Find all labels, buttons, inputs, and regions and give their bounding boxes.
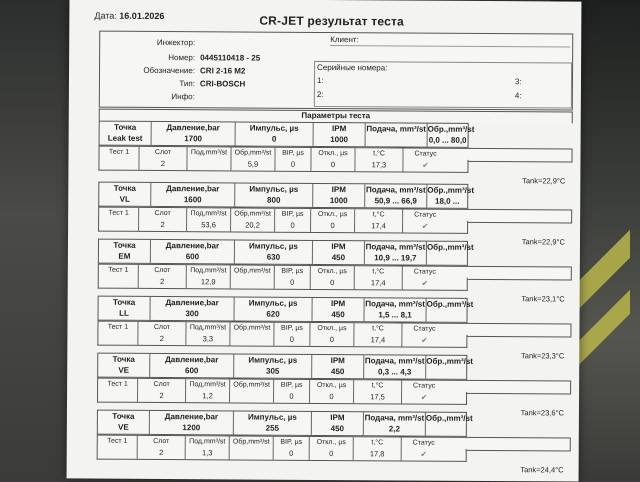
- result-header-dev: Откл., µs: [310, 437, 354, 449]
- result-value-b: [230, 447, 274, 459]
- tank-temperature: Tank=24,4°C: [520, 465, 564, 475]
- result-value-t: 17,5: [354, 391, 402, 403]
- result-header-bip: BIP, µs: [275, 209, 311, 221]
- report-date: [94, 11, 164, 21]
- param-header-backflow: Обр.,mm³/st: [426, 356, 474, 366]
- param-value-point: Leak test: [100, 133, 152, 145]
- param-value-point: LL: [99, 308, 151, 320]
- client-line: [330, 45, 570, 47]
- param-value-ipm: 1000: [314, 134, 366, 146]
- result-header-backflow: Обр,mm³/st: [231, 208, 275, 220]
- param-header-pressure: Давление,bar: [151, 240, 235, 253]
- client-label: Клиент:: [330, 35, 359, 45]
- result-header-slot: Слот: [138, 436, 186, 448]
- param-value-ipm: 1000: [313, 195, 365, 207]
- result-header-status: Статус: [413, 268, 436, 276]
- test-report-sheet: [67, 0, 582, 482]
- param-value-delivery: [366, 134, 428, 146]
- params-title: Параметры теста: [99, 109, 573, 124]
- result-value-bip: 0: [274, 448, 310, 460]
- result-value-b: [231, 276, 275, 288]
- param-header-impulse: Импульс, µs: [234, 354, 312, 366]
- param-header-impulse: Импульс, µs: [235, 183, 313, 195]
- result-value-empty: [98, 390, 138, 402]
- result-header-temp: t,°C: [354, 323, 402, 335]
- serial-3: 3:: [514, 77, 522, 87]
- param-value-impulse: 620: [235, 308, 313, 320]
- tank-temperature: Tank=22,9°C: [521, 237, 566, 247]
- param-header-backflow: Обр.,mm³/st: [427, 185, 475, 195]
- result-header-backflow: Обр,mm³/st: [231, 265, 275, 277]
- param-value-impulse: 800: [235, 194, 313, 206]
- param-header-backflow: Обр.,mm³/st: [426, 299, 474, 309]
- param-header-ipm: IPM: [313, 184, 365, 196]
- param-value-pressure: 1700: [152, 133, 236, 146]
- result-header-dev: Откл., µs: [311, 266, 355, 278]
- result-value-dev: 0: [311, 277, 355, 289]
- type-value: CRI-BOSCH: [199, 79, 246, 89]
- param-header-ipm: IPM: [313, 241, 365, 253]
- param-header-impulse: Импульс, µs: [235, 240, 313, 252]
- result-value-row: [97, 333, 467, 348]
- param-value-ipm: 450: [312, 366, 364, 378]
- result-value-bip: 0: [275, 159, 311, 171]
- result-header-test: Тест 1: [99, 208, 139, 220]
- param-value-backflow: [427, 253, 467, 265]
- number-label: Номер:: [168, 53, 196, 63]
- date-label: Дата:: [94, 10, 117, 21]
- result-value-bip: 0: [275, 277, 311, 289]
- info-label: Инфо:: [171, 92, 195, 102]
- result-header-backflow: Обр,mm³/st: [230, 436, 274, 448]
- result-value-b: 20,2: [231, 219, 275, 231]
- param-value-backflow: [427, 310, 467, 322]
- result-value-row: [98, 276, 468, 291]
- param-value-point: VL: [99, 194, 151, 206]
- param-header-pressure: Давление,bar: [151, 183, 235, 196]
- result-header-test: Тест 1: [98, 379, 138, 391]
- result-header-test: Тест 1: [98, 322, 138, 334]
- result-value-d: 1,2: [186, 390, 230, 402]
- result-value-empty: [99, 158, 139, 170]
- param-header-pressure: Давление,bar: [152, 122, 236, 135]
- date-value: 16.01.2026: [119, 10, 165, 22]
- result-header-test: Тест 1: [98, 436, 138, 448]
- report-title: CR-JET результат теста: [259, 13, 404, 29]
- param-value-backflow: [426, 367, 466, 379]
- result-value-empty: [98, 333, 138, 345]
- param-value-ipm: 450: [313, 252, 365, 264]
- serial-4: 4:: [514, 91, 522, 101]
- number-value: 0445110418 - 25: [200, 53, 261, 63]
- result-value-slot: 2: [139, 276, 187, 288]
- param-value-delivery: 50,9 ... 66,9: [365, 195, 427, 207]
- result-header-slot: Слот: [138, 379, 186, 391]
- result-header-delivery: Под,mm³/st: [186, 322, 230, 334]
- result-value-slot: 2: [139, 219, 187, 231]
- result-header-status: Статус: [413, 325, 436, 333]
- param-value-impulse: 255: [234, 422, 312, 434]
- status-check-icon: ✔: [420, 449, 427, 459]
- param-header-point: Точка: [99, 240, 151, 252]
- param-header-ipm: IPM: [312, 355, 364, 367]
- result-header-bip: BIP, µs: [274, 437, 310, 449]
- result-value-d: [187, 158, 231, 170]
- result-header-delivery: Под,mm³/st: [187, 265, 231, 277]
- param-value-ipm: 450: [312, 423, 364, 435]
- param-value-backflow: 0,0 ... 80,0: [428, 135, 467, 145]
- result-value-bip: 0: [274, 391, 310, 403]
- param-header-delivery: Подача, mm³/st: [364, 412, 426, 424]
- result-value-slot: 2: [138, 333, 186, 345]
- result-value-dev: 0: [311, 159, 355, 171]
- result-value-t: 17,4: [355, 277, 403, 289]
- param-value-impulse: 630: [235, 251, 313, 263]
- result-value-t: 17,8: [354, 448, 402, 460]
- result-header-slot: Слот: [139, 265, 187, 277]
- param-header-ipm: IPM: [313, 298, 365, 310]
- result-value-d: 3,3: [186, 333, 230, 345]
- result-header-backflow: Обр,mm³/st: [230, 322, 274, 334]
- result-value-bip: 0: [275, 220, 311, 232]
- param-value-pressure: 600: [151, 251, 235, 264]
- param-value-delivery: 1,5 ... 8,1: [365, 309, 427, 321]
- result-header-dev: Откл., µs: [310, 380, 354, 392]
- designation-value: CRI 2-16 M2: [200, 66, 246, 76]
- param-value-ipm: 450: [313, 309, 365, 321]
- injector-info-box: [99, 31, 573, 111]
- result-header-delivery: Под,mm³/st: [187, 208, 231, 220]
- result-value-row: [97, 390, 467, 405]
- param-header-impulse: Импульс, µs: [236, 122, 314, 134]
- result-value-slot: 2: [138, 447, 186, 459]
- result-header-temp: t,°C: [354, 437, 402, 449]
- designation-label: Обозначение:: [143, 65, 196, 76]
- param-value-point: VE: [98, 365, 150, 377]
- result-header-temp: t,°C: [354, 380, 402, 392]
- param-header-delivery: Подача, mm³/st: [366, 123, 428, 135]
- result-value-empty: [99, 276, 139, 288]
- param-header-delivery: Подача, mm³/st: [365, 298, 427, 310]
- tank-temperature: Tank=22,9°C: [522, 176, 566, 186]
- param-header-delivery: Подача, mm³/st: [365, 241, 427, 253]
- param-header-pressure: Давление,bar: [151, 297, 235, 310]
- param-header-impulse: Импульс, µs: [235, 297, 313, 309]
- result-value-b: 5,9: [231, 158, 275, 170]
- param-header-backflow: Обр.,mm³/st: [425, 413, 473, 423]
- result-header-temp: t,°C: [355, 209, 403, 221]
- result-value-b: [230, 390, 274, 402]
- param-header-point: Точка: [99, 297, 151, 309]
- param-header-ipm: IPM: [312, 412, 364, 424]
- param-header-backflow: Обр.,mm³/st: [427, 124, 475, 134]
- param-header-delivery: Подача, mm³/st: [365, 184, 427, 196]
- tank-temperature: Tank=23,3°C: [521, 351, 565, 361]
- status-check-icon: ✔: [421, 278, 428, 288]
- result-value-dev: 0: [310, 334, 354, 346]
- serial-numbers-box: [314, 61, 572, 109]
- param-value-delivery: 2,2: [364, 423, 426, 435]
- param-header-backflow: Обр.,mm³/st: [426, 242, 474, 252]
- param-value-backflow: [426, 424, 466, 436]
- param-header-ipm: IPM: [314, 123, 366, 135]
- param-header-point: Точка: [98, 354, 150, 366]
- result-value-row: [98, 158, 468, 173]
- result-header-dev: Откл., µs: [311, 148, 355, 160]
- param-header-point: Точка: [99, 183, 151, 195]
- param-value-pressure: 600: [150, 365, 234, 378]
- param-value-impulse: 0: [236, 133, 314, 145]
- result-value-slot: 2: [139, 158, 187, 170]
- status-check-icon: ✔: [421, 221, 429, 231]
- param-value-pressure: 300: [151, 308, 235, 321]
- result-value-empty: [99, 219, 139, 231]
- serial-2: 2:: [316, 89, 324, 99]
- param-value-delivery: 10,9 ... 19,7: [365, 252, 427, 264]
- result-value-bip: 0: [274, 334, 310, 346]
- serials-label: Серийные номера:: [317, 62, 388, 73]
- param-value-backflow: 18,0 ...: [434, 196, 460, 206]
- param-value-point: EM: [99, 251, 151, 263]
- result-header-status: Статус: [412, 439, 435, 447]
- result-header-temp: t,°C: [355, 148, 403, 160]
- result-header-slot: Слот: [138, 322, 186, 334]
- param-value-impulse: 305: [234, 365, 312, 377]
- result-header-bip: BIP, µs: [275, 148, 311, 160]
- result-value-t: 17,4: [355, 220, 403, 232]
- result-header-dev: Откл., µs: [311, 209, 355, 221]
- result-header-delivery: Под,mm³/st: [186, 379, 230, 391]
- result-header-backflow: Обр,mm³/st: [231, 147, 275, 159]
- param-header-delivery: Подача, mm³/st: [364, 355, 426, 367]
- param-value-pressure: 1200: [150, 422, 234, 435]
- result-value-slot: 2: [138, 390, 186, 402]
- result-header-backflow: Обр,mm³/st: [230, 379, 274, 391]
- result-value-d: 1,3: [186, 447, 230, 459]
- result-header-status: Статус: [414, 211, 437, 219]
- result-header-dev: Откл., µs: [310, 323, 354, 335]
- status-check-icon: ✔: [420, 392, 428, 402]
- param-header-pressure: Давление,bar: [150, 354, 234, 367]
- result-value-row: [97, 447, 467, 462]
- type-label: Тип:: [179, 79, 195, 89]
- result-header-bip: BIP, µs: [274, 380, 310, 392]
- injector-label: Инжектор:: [156, 37, 196, 48]
- tank-temperature: Tank=23,1°C: [521, 294, 565, 304]
- result-header-slot: Слот: [139, 147, 187, 159]
- result-value-dev: 0: [310, 448, 354, 460]
- param-header-pressure: Давление,bar: [150, 411, 234, 424]
- param-header-point: Точка: [98, 411, 150, 423]
- result-value-t: 17,4: [354, 334, 402, 346]
- result-value-empty: [98, 447, 138, 459]
- result-header-test: Тест 1: [99, 147, 139, 159]
- result-header-status: Статус: [414, 150, 437, 158]
- param-header-impulse: Импульс, µs: [234, 411, 312, 423]
- param-value-point: VE: [98, 422, 150, 434]
- tank-temperature: Tank=23,6°C: [520, 408, 564, 418]
- result-header-delivery: Под,mm³/st: [187, 147, 231, 159]
- param-header-point: Точка: [100, 122, 152, 134]
- result-header-test: Тест 1: [99, 265, 139, 277]
- result-header-bip: BIP, µs: [275, 266, 311, 278]
- result-header-bip: BIP, µs: [274, 323, 310, 335]
- result-value-b: [230, 333, 274, 345]
- result-header-slot: Слот: [139, 208, 187, 220]
- status-check-icon: ✔: [421, 335, 428, 345]
- param-value-pressure: 1600: [151, 194, 235, 207]
- result-header-status: Статус: [413, 382, 436, 390]
- status-check-icon: ✔: [422, 160, 429, 170]
- result-header-delivery: Под,mm³/st: [186, 436, 230, 448]
- serial-1: 1:: [316, 75, 324, 85]
- result-value-dev: 0: [310, 391, 354, 403]
- result-value-t: 17,3: [355, 159, 403, 171]
- result-value-row: [98, 219, 468, 234]
- result-value-d: 12,9: [187, 276, 231, 288]
- result-value-dev: 0: [311, 220, 355, 232]
- result-header-temp: t,°C: [355, 266, 403, 278]
- result-value-d: 53,6: [187, 219, 231, 231]
- test-block: [98, 182, 570, 247]
- param-value-delivery: 0,3 ... 4,3: [364, 366, 426, 378]
